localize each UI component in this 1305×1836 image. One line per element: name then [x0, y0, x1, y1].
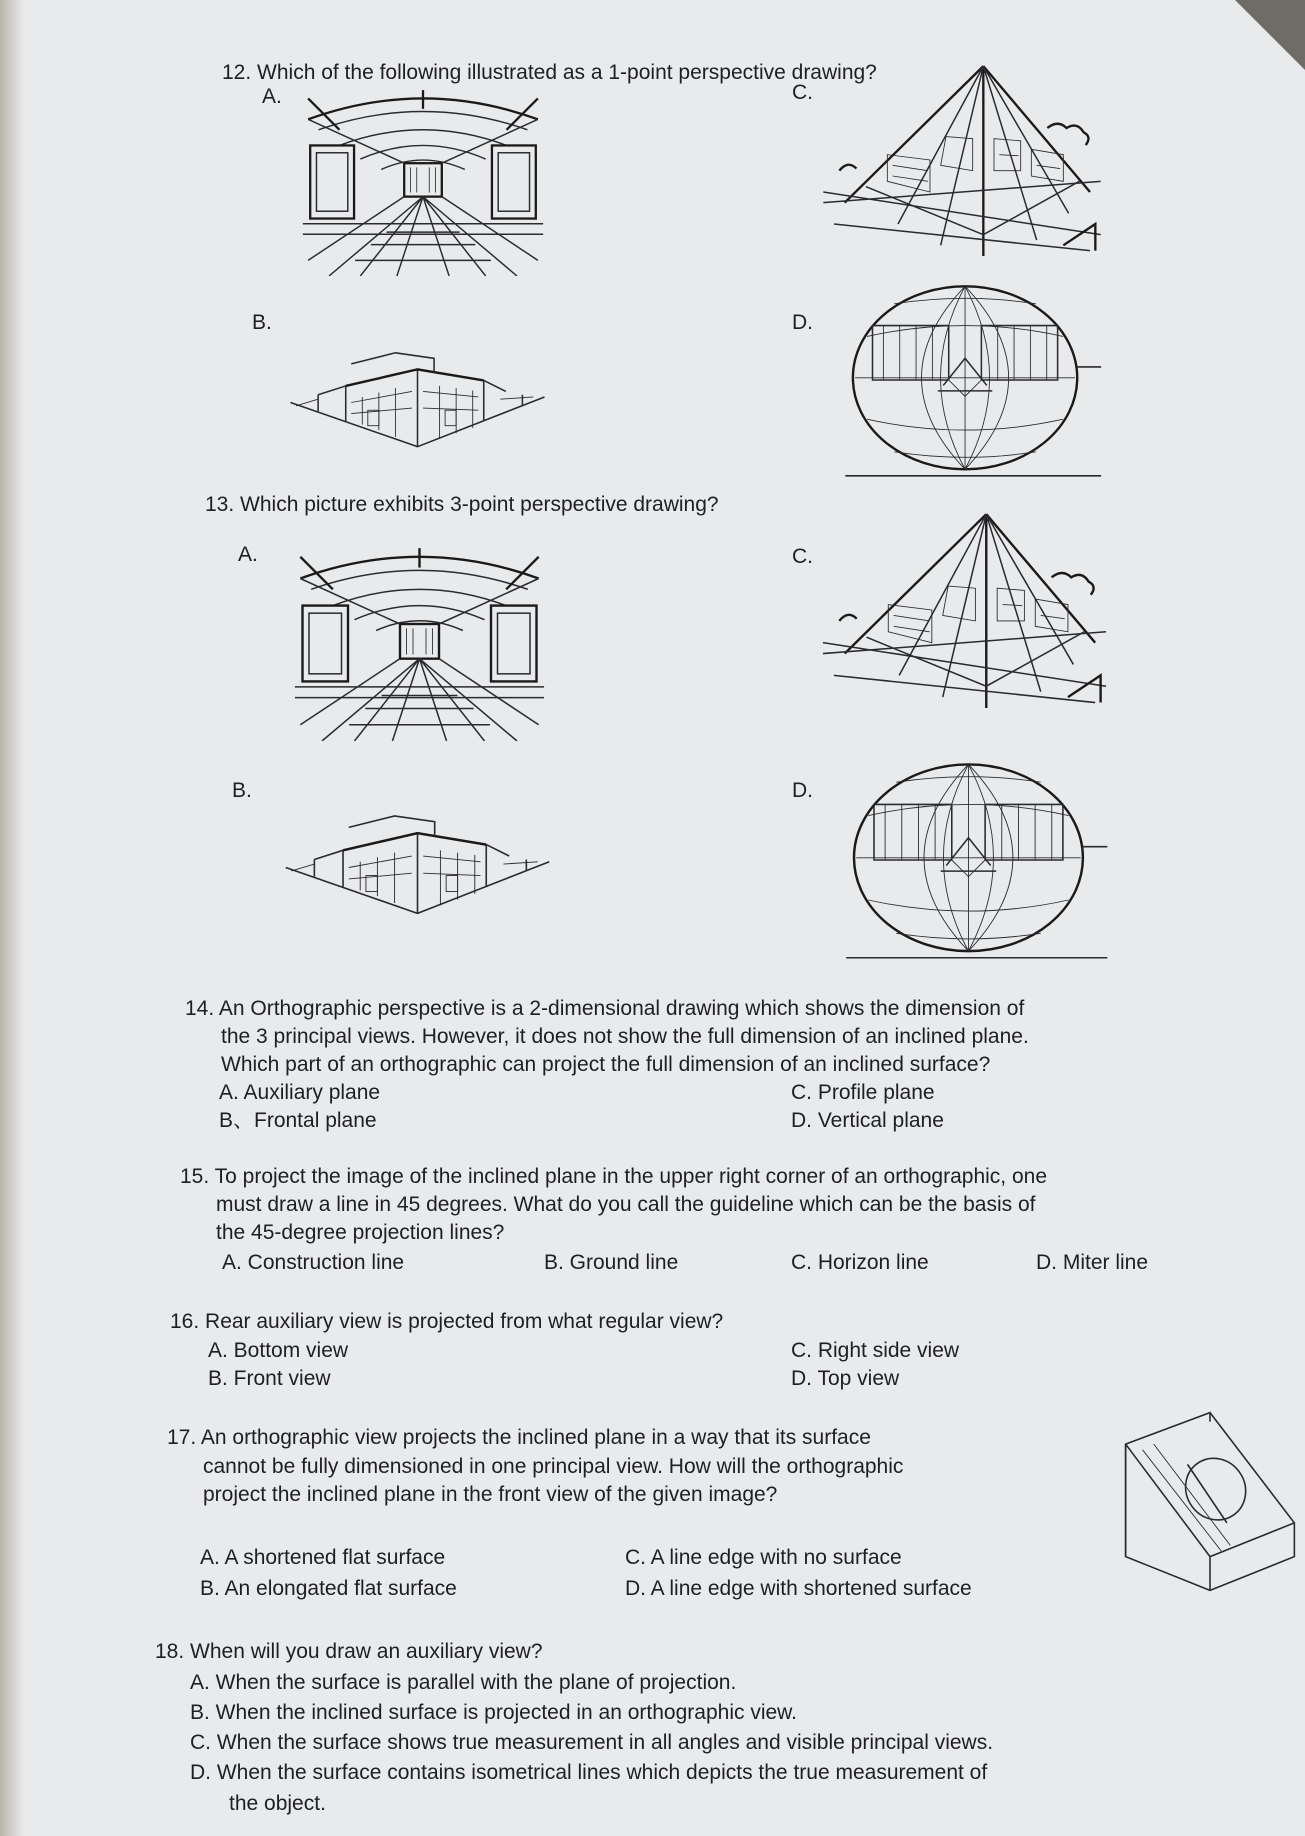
two-point-perspective-drawing: [280, 800, 555, 935]
q12-option-a-corridor-image[interactable]: [294, 88, 552, 276]
q12-label-a: A.: [262, 85, 282, 108]
q16-option-d[interactable]: D. Top view: [791, 1367, 900, 1390]
q15-line-3: the 45-degree projection lines?: [216, 1221, 505, 1244]
q12-question: 12. Which of the following illustrated as a 1-point perspective drawing?: [222, 61, 877, 84]
q15-option-a[interactable]: A. Construction line: [222, 1251, 405, 1274]
q17-option-b[interactable]: B. An elongated flat surface: [200, 1577, 457, 1600]
q18-option-d-line-1[interactable]: D. When the surface contains isometrical lines which depicts the true measurement of: [190, 1761, 988, 1784]
q18-option-b[interactable]: B. When the inclined surface is projected in an orthographic view.: [190, 1701, 798, 1724]
q16-option-c[interactable]: C. Right side view: [791, 1339, 960, 1362]
q12-option-b-building-image[interactable]: [285, 340, 550, 465]
q15-option-c[interactable]: C. Horizon line: [791, 1251, 929, 1274]
q17-option-d[interactable]: D. A line edge with shortened surface: [625, 1577, 972, 1600]
q18-option-c[interactable]: C. When the surface shows true measurement in all angles and visible principal views.: [190, 1731, 994, 1754]
q17-line-3: project the inclined plane in the front view of the given image?: [203, 1483, 778, 1506]
q12-label-d: D.: [792, 311, 813, 334]
q13-label-b: B.: [232, 779, 252, 802]
q17-option-c[interactable]: C. A line edge with no surface: [625, 1546, 902, 1569]
q13-label-d: D.: [792, 779, 813, 802]
q12-option-c-3point-image[interactable]: [822, 64, 1102, 256]
three-point-perspective-drawing: [822, 512, 1107, 708]
q18-option-d-line-2[interactable]: the object.: [229, 1792, 326, 1815]
one-point-perspective-drawing: [294, 88, 552, 276]
q13-question: 13. Which picture exhibits 3-point perspective drawing?: [205, 493, 719, 516]
q14-line-3: Which part of an orthographic can project the full dimension of an inclined surface?: [221, 1053, 991, 1076]
page-edge-shadow: [0, 0, 24, 1836]
q16-option-b[interactable]: B. Front view: [208, 1367, 331, 1390]
q12-label-b: B.: [252, 311, 272, 334]
q14-line-2: the 3 principal views. However, it does not show the full dimension of an inclined plane.: [221, 1025, 1029, 1048]
curvilinear-perspective-drawing: [838, 282, 1103, 478]
three-point-perspective-drawing: [822, 64, 1102, 256]
q18-option-a[interactable]: A. When the surface is parallel with the plane of projection.: [190, 1671, 737, 1694]
q18-question: 18. When will you draw an auxiliary view?: [155, 1640, 543, 1663]
q14-line-1: 14. An Orthographic perspective is a 2-dimensional drawing which shows the dimension of: [185, 997, 1025, 1020]
curvilinear-perspective-drawing: [838, 760, 1110, 960]
q15-option-d[interactable]: D. Miter line: [1036, 1251, 1149, 1274]
one-point-perspective-drawing: [282, 546, 557, 741]
q15-line-1: 15. To project the image of the inclined plane in the upper right corner of an orthographic, one: [180, 1165, 1048, 1188]
q15-line-2: must draw a line in 45 degrees. What do you call the guideline which can be the basis of: [216, 1193, 1036, 1216]
q17-option-a[interactable]: A. A shortened flat surface: [200, 1546, 446, 1569]
two-point-perspective-drawing: [285, 340, 550, 465]
q17-wedge-block-image: [1120, 1410, 1300, 1602]
q14-option-b[interactable]: B、Frontal plane: [219, 1109, 377, 1132]
q12-option-d-fisheye-image[interactable]: [838, 282, 1103, 478]
q15-option-b[interactable]: B. Ground line: [544, 1251, 679, 1274]
q13-label-c: C.: [792, 545, 813, 568]
q13-label-a: A.: [238, 543, 258, 566]
page-corner-shadow: [1235, 0, 1305, 70]
q12-label-c: C.: [792, 81, 813, 104]
q16-option-a[interactable]: A. Bottom view: [208, 1339, 349, 1362]
inclined-wedge-drawing: [1120, 1410, 1300, 1602]
q13-option-c-3point-image[interactable]: [822, 512, 1107, 708]
q13-option-a-corridor-image[interactable]: [282, 546, 557, 741]
q14-option-a[interactable]: A. Auxiliary plane: [219, 1081, 381, 1104]
q13-option-b-building-image[interactable]: [280, 800, 555, 935]
q14-option-c[interactable]: C. Profile plane: [791, 1081, 935, 1104]
q14-option-d[interactable]: D. Vertical plane: [791, 1109, 944, 1132]
q17-line-2: cannot be fully dimensioned in one principal view. How will the orthographic: [203, 1455, 904, 1478]
q17-line-1: 17. An orthographic view projects the inclined plane in a way that its surface: [167, 1426, 871, 1449]
q13-option-d-fisheye-image[interactable]: [838, 760, 1110, 960]
q16-question: 16. Rear auxiliary view is projected from what regular view?: [170, 1310, 724, 1333]
